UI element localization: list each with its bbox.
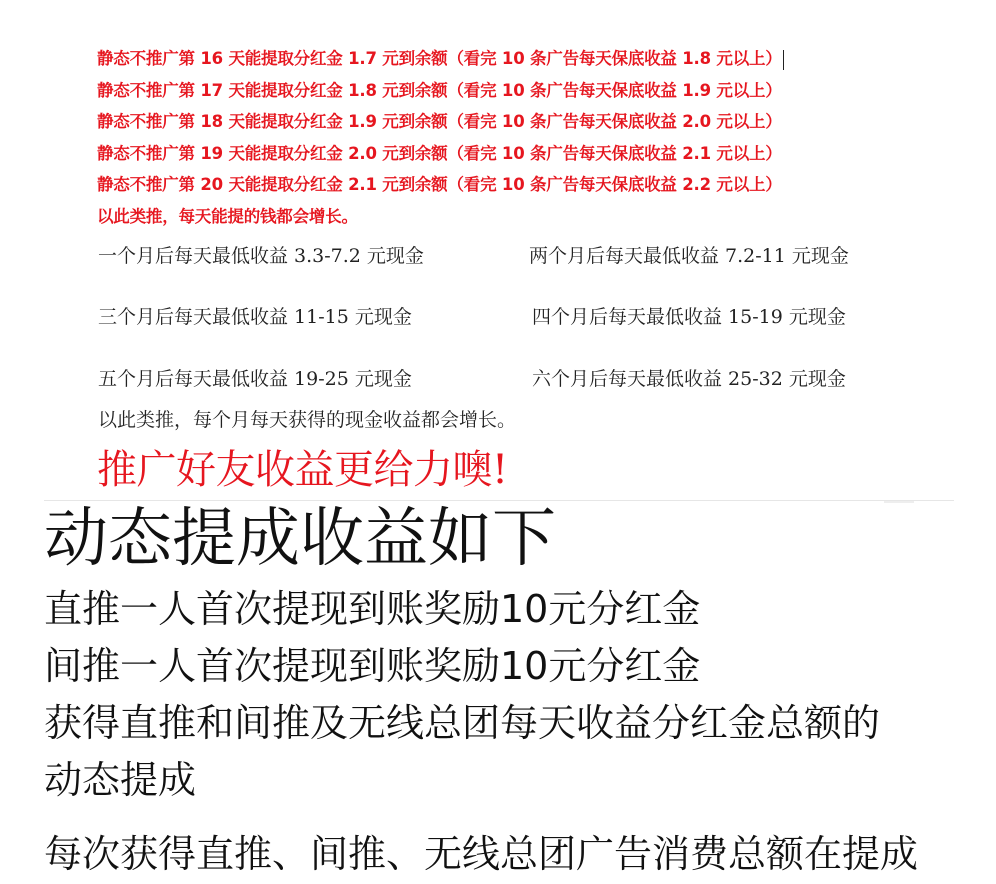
red-line-day19: 静态不推广第 19 天能提取分红金 2.0 元到余额（看完 10 条广告每天保底收益 2.1 元以上）	[97, 143, 782, 163]
rule-team-dividend: 获得直推和间推及无线总团每天收益分红金总额的	[44, 701, 881, 745]
static-withdrawal-list	[97, 43, 784, 232]
red-line-day17: 静态不推广第 17 天能提取分红金 1.8 元到余额（看完 10 条广告每天保底收益 1.9 元以上）	[97, 80, 782, 100]
earnings-month-4: 四个月后每天最低收益 15-19 元现金	[532, 306, 846, 328]
page-title: 动态提成收益如下	[44, 502, 556, 576]
image-divider	[44, 500, 954, 501]
red-line-day20: 静态不推广第 20 天能提取分红金 2.1 元到余额（看完 10 条广告每天保底收益 2.2 元以上）	[97, 175, 782, 194]
rule-team-dividend-continued: 动态提成	[44, 758, 197, 802]
rule-indirect-referral: 间推一人首次提现到账奖励10元分红金	[44, 644, 701, 688]
earnings-month-2: 两个月后每天最低收益 7.2-11 元现金	[529, 245, 849, 267]
earnings-month-5: 五个月后每天最低收益 19-25 元现金	[98, 368, 412, 390]
red-line-day18: 静态不推广第 18 天能提取分红金 1.9 元到余额（看完 10 条广告每天保底收益 2.0 元以上）	[97, 112, 782, 131]
red-line-summary: 以此类推，每天能提的钱都会增长。	[97, 206, 358, 226]
earnings-month-1: 一个月后每天最低收益 3.3-7.2 元现金	[98, 245, 424, 267]
earnings-month-6: 六个月后每天最低收益 25-32 元现金	[532, 368, 846, 390]
image-edge-mark	[884, 501, 914, 503]
text-cursor	[783, 50, 784, 70]
promo-headline: 推广好友收益更给力噢!	[97, 447, 508, 493]
monthly-growth-note: 以此类推，每个月每天获得的现金收益都会增长。	[98, 409, 517, 431]
earnings-month-3: 三个月后每天最低收益 11-15 元现金	[98, 306, 412, 328]
red-line-day16: 静态不推广第 16 天能提取分红金 1.7 元到余额（看完 10 条广告每天保底收益 1.8 元以上）	[97, 49, 782, 68]
truncated-rule-line: 每次获得直推、间推、无线总团广告消费总额在提成	[44, 832, 919, 876]
commission-rules	[44, 581, 956, 809]
rule-direct-referral: 直推一人首次提现到账奖励10元分红金	[44, 587, 701, 631]
